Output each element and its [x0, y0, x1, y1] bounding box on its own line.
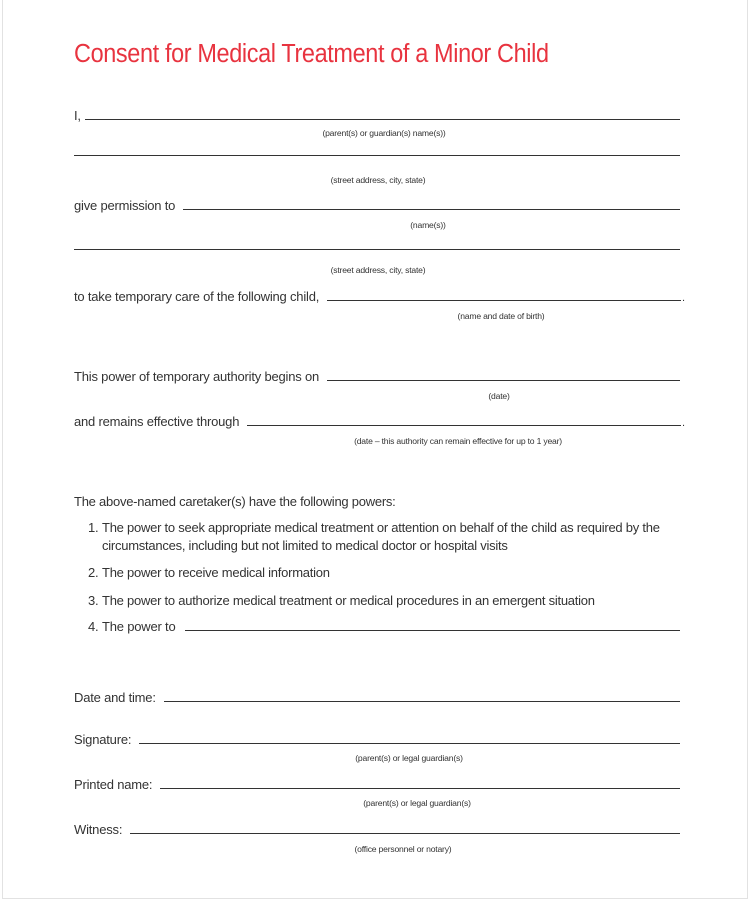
signature-field[interactable] [139, 743, 680, 744]
child-name-dob-field[interactable] [327, 300, 681, 301]
printed-name-label: Printed name: [74, 777, 153, 792]
parent-name-row [74, 108, 680, 123]
caretaker-address-row [74, 249, 680, 253]
power-item-3 [88, 592, 678, 610]
signature-caption: (parent(s) or legal guardian(s) [355, 753, 463, 763]
power-number: 2. [88, 565, 99, 580]
power-text: The power to [102, 619, 176, 634]
signature-row [74, 732, 680, 747]
power-item-2 [88, 564, 678, 582]
parent-address-field[interactable] [74, 155, 680, 156]
power-number: 3. [88, 593, 99, 608]
printed-name-row [74, 777, 680, 792]
caretaker-name-field[interactable] [183, 209, 680, 210]
end-date-label: and remains effective through [74, 414, 240, 429]
date-time-row [74, 690, 680, 705]
custom-power-field[interactable] [185, 630, 680, 631]
parent-address-row [74, 155, 680, 159]
parent-address-caption: (street address, city, state) [330, 175, 426, 185]
end-date-caption: (date – this authority can remain effective for up to 1 year) [354, 436, 562, 446]
child-label: to take temporary care of the following child, [74, 289, 320, 304]
power-number: 1. [88, 520, 99, 535]
start-date-row [74, 369, 680, 384]
document-title: Consent for Medical Treatment of a Minor Child [74, 40, 549, 68]
witness-caption: (office personnel or notary) [354, 844, 452, 854]
start-date-caption: (date) [488, 391, 510, 401]
printed-name-caption: (parent(s) or legal guardian(s) [363, 798, 471, 808]
witness-field[interactable] [130, 833, 680, 834]
start-date-field[interactable] [327, 380, 680, 381]
caretaker-address-caption: (street address, city, state) [330, 265, 426, 275]
parent-name-field[interactable] [85, 119, 680, 120]
document-page [2, 0, 748, 899]
power-text: The power to authorize medical treatment or medical procedures in an emergent situation [102, 593, 595, 608]
parent-name-label: I, [74, 108, 81, 123]
child-row [74, 289, 686, 304]
parent-name-caption: (parent(s) or guardian(s) name(s)) [322, 128, 446, 138]
power-item-4 [88, 619, 680, 634]
child-trailing-period: . [682, 292, 685, 304]
caretaker-name-row [74, 198, 680, 213]
caretaker-name-label: give permission to [74, 198, 176, 213]
powers-intro: The above-named caretaker(s) have the following powers: [74, 494, 396, 509]
power-item-1 [88, 519, 678, 555]
power-4-label [88, 619, 175, 634]
end-date-field[interactable] [247, 425, 681, 426]
power-number: 4. [88, 619, 99, 634]
start-date-label: This power of temporary authority begins on [74, 369, 320, 384]
printed-name-field[interactable] [160, 788, 680, 789]
end-date-row [74, 414, 686, 429]
child-caption: (name and date of birth) [457, 311, 545, 321]
date-time-field[interactable] [164, 701, 680, 702]
witness-row [74, 822, 680, 837]
signature-label: Signature: [74, 732, 132, 747]
power-text-continuation: circumstances, including but not limited to medical doctor or hospital visits [102, 538, 508, 553]
date-time-label: Date and time: [74, 690, 156, 705]
power-text: The power to seek appropriate medical treatment or attention on behalf of the child as required by the [102, 520, 660, 535]
caretaker-name-caption: (name(s)) [410, 220, 446, 230]
witness-label: Witness: [74, 822, 123, 837]
caretaker-address-field[interactable] [74, 249, 680, 250]
end-date-trailing-period: . [682, 417, 685, 429]
power-text: The power to receive medical information [102, 565, 330, 580]
